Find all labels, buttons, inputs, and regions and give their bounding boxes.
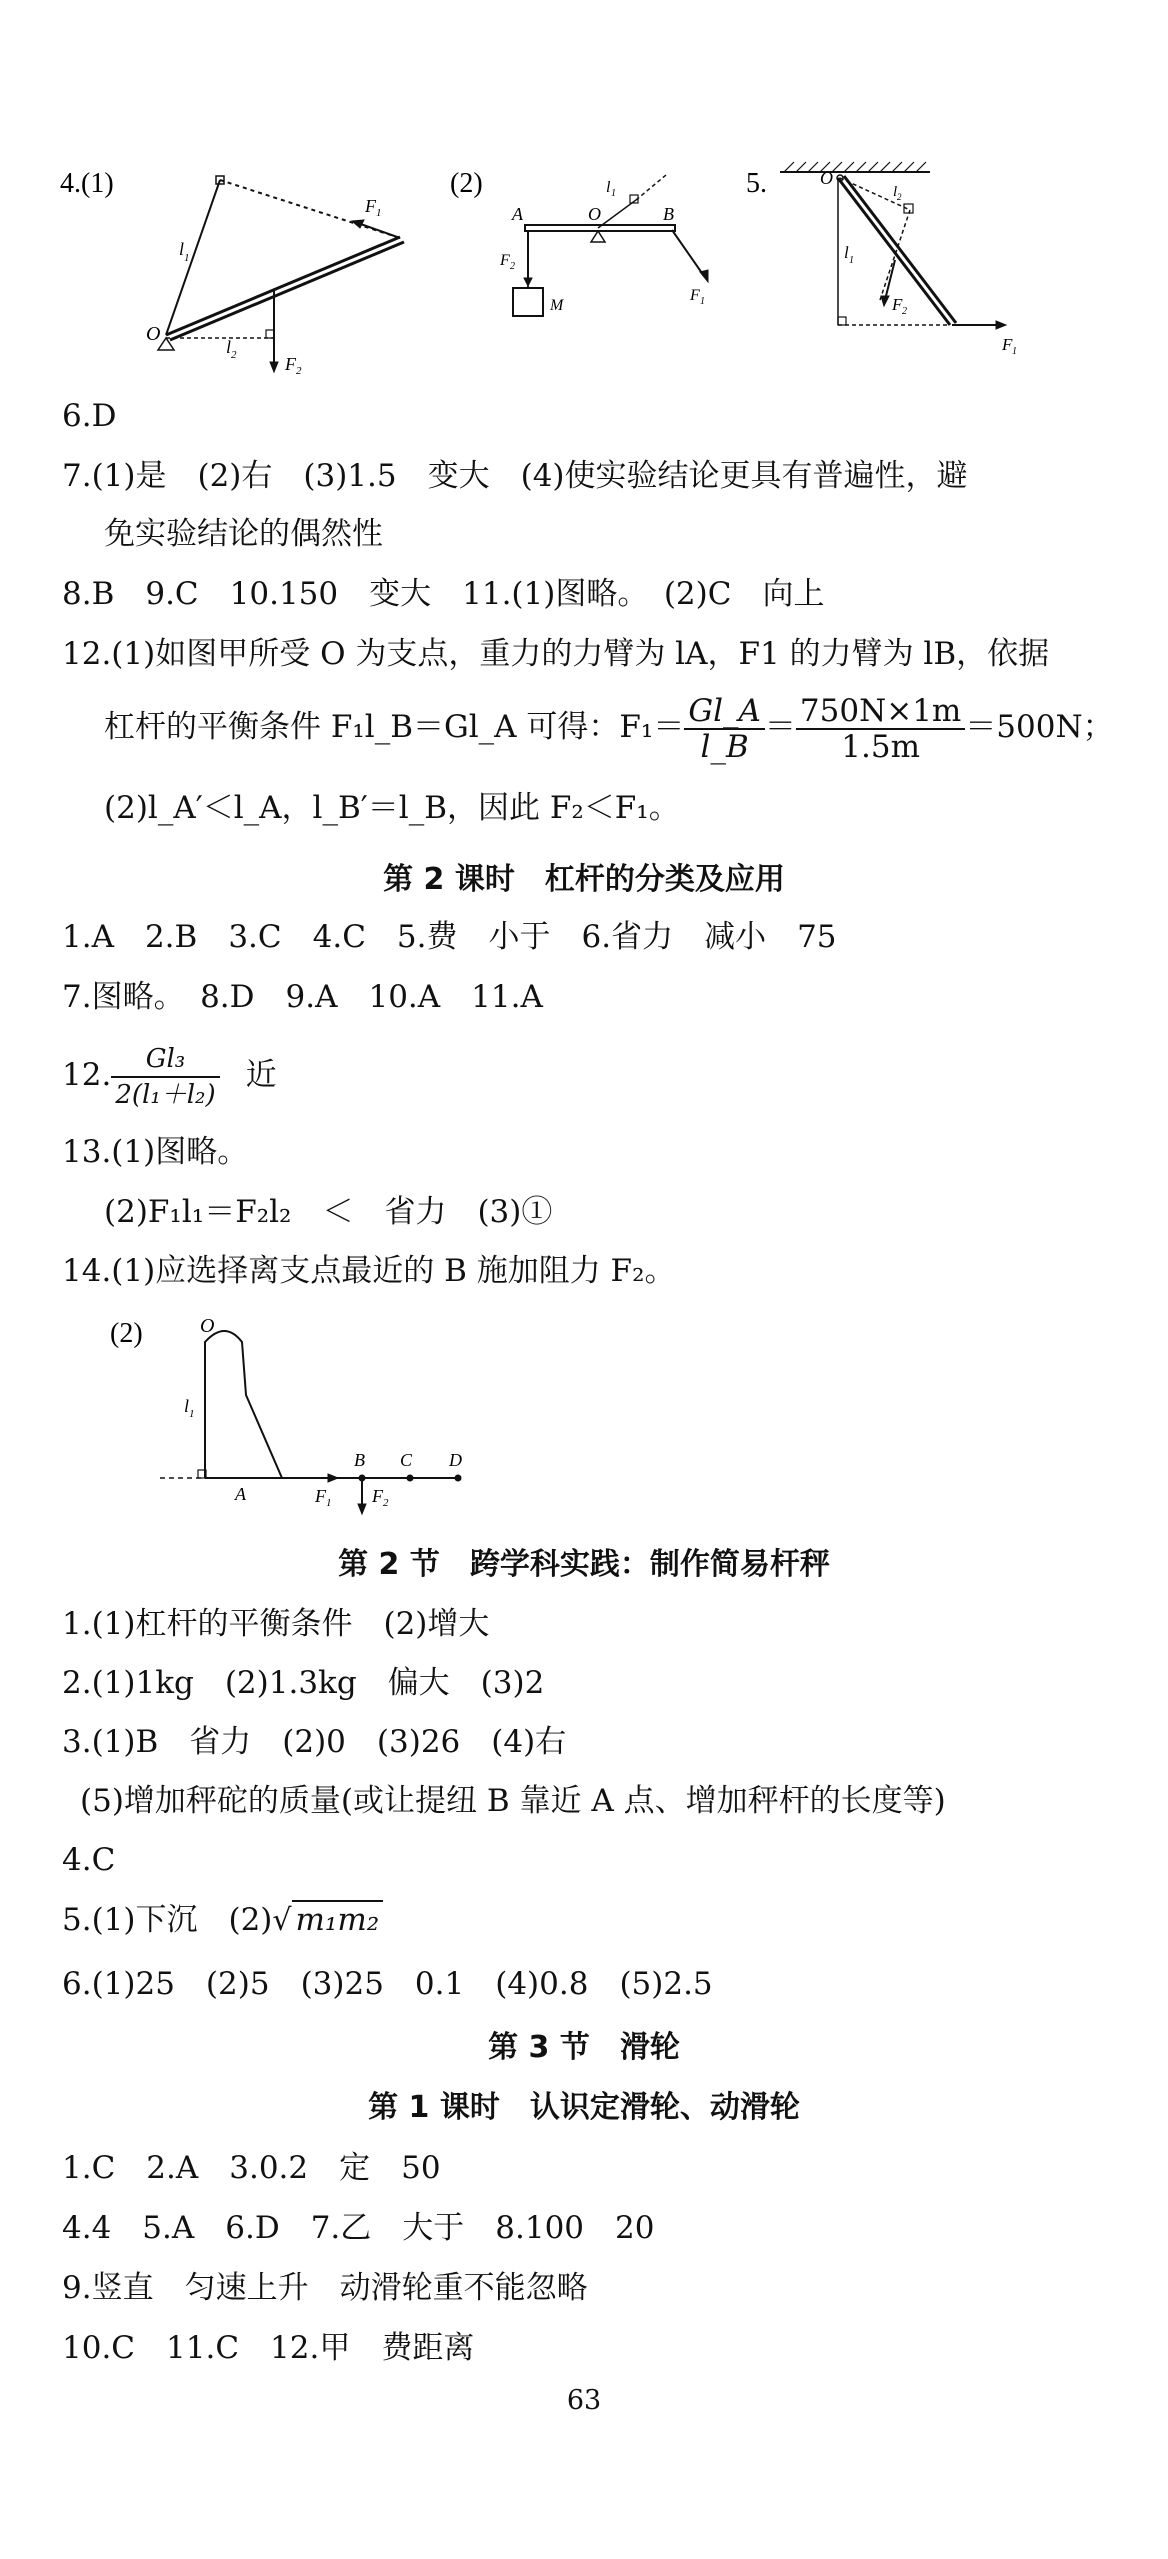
svg-text:O: O bbox=[588, 204, 601, 224]
answer-q8-11: 8.B 9.C 10.150 变大 11.(1)图略。 (2)C 向上 bbox=[62, 576, 825, 612]
svg-text:F: F bbox=[365, 196, 376, 216]
svg-text:1: 1 bbox=[184, 252, 190, 264]
svg-text:C: C bbox=[400, 1450, 413, 1470]
svg-text:l: l bbox=[893, 184, 898, 200]
svg-text:F: F bbox=[892, 295, 903, 314]
svg-text:1: 1 bbox=[611, 188, 616, 199]
answer-q7-line1: 7.(1)是 (2)右 (3)1.5 变大 (4)使实验结论更具有普遍性，避 bbox=[62, 458, 968, 494]
answer-s2-q4: 4.C bbox=[62, 1842, 116, 1878]
answer-q14: 14.(1)应选择离支点最近的 B 施加阻力 F₂。 bbox=[62, 1253, 676, 1289]
answer-s3-line1: 1.C 2.A 3.0.2 定 50 bbox=[62, 2150, 441, 2186]
svg-text:B: B bbox=[663, 204, 674, 224]
answer-s2-q3: 3.(1)B 省力 (2)0 (3)26 (4)右 bbox=[62, 1724, 567, 1760]
fig1-number: 4.(1) bbox=[60, 168, 114, 199]
svg-text:F: F bbox=[690, 287, 700, 304]
svg-text:F: F bbox=[285, 354, 296, 374]
fig3-number: 5. bbox=[746, 168, 767, 199]
answer-s2-q5: 5.(1)下沉 (2)√ m₁m₂ bbox=[62, 1900, 383, 1941]
answer-q12-line1: 12.(1)如图甲所受 O 为支点，重力的力臂为 lA，F1 的力臂为 lB，依据 bbox=[62, 636, 1050, 672]
heading-section3: 第 3 节 滑轮 bbox=[488, 2030, 680, 2065]
heading-section2: 第 2 节 跨学科实践：制作简易杆秤 bbox=[338, 1547, 830, 1582]
svg-text:2: 2 bbox=[902, 306, 907, 317]
svg-text:F: F bbox=[1002, 335, 1013, 354]
svg-text:A: A bbox=[235, 1484, 246, 1504]
svg-text:F: F bbox=[500, 252, 510, 269]
fig4-lever-diagram bbox=[160, 1331, 461, 1514]
svg-text:F: F bbox=[372, 1486, 383, 1506]
fraction-gla-over-lb: $\frac{Gl\_A}{l\_B}$ bbox=[684, 694, 765, 764]
heading-lesson2: 第 2 课时 杠杆的分类及应用 bbox=[383, 862, 785, 897]
svg-text:O: O bbox=[820, 168, 833, 188]
page-number: 63 bbox=[566, 2385, 602, 2416]
svg-text:l: l bbox=[844, 243, 849, 262]
answer-s2-q6: 6.(1)25 (2)5 (3)25 0.1 (4)0.8 (5)2.5 bbox=[62, 1966, 713, 2002]
svg-text:1: 1 bbox=[700, 296, 705, 307]
svg-text:O: O bbox=[200, 1315, 215, 1337]
answer-s3-line3: 9.竖直 匀速上升 动滑轮重不能忽略 bbox=[62, 2270, 588, 2306]
svg-text:1: 1 bbox=[849, 255, 854, 266]
fraction-numeric: $\frac{750N\times 1m}{1.5m}$ bbox=[796, 694, 965, 764]
svg-text:2: 2 bbox=[296, 365, 302, 377]
svg-text:B: B bbox=[354, 1450, 365, 1470]
answer-s3-line4: 10.C 11.C 12.甲 费距离 bbox=[62, 2330, 475, 2366]
answer-q13-line1: 13.(1)图略。 bbox=[62, 1134, 249, 1170]
answer-lesson2-line1: 1.A 2.B 3.C 4.C 5.费 小于 6.省力 减小 75 bbox=[62, 919, 837, 955]
svg-text:1: 1 bbox=[326, 1497, 332, 1509]
svg-text:1: 1 bbox=[376, 207, 382, 219]
fig4-number: (2) bbox=[110, 1318, 143, 1349]
svg-text:2: 2 bbox=[231, 349, 237, 361]
svg-text:M: M bbox=[550, 297, 564, 314]
sqrt-m1m2: m₁m₂ bbox=[292, 1900, 384, 1938]
answer-s2-q3-part5: (5)增加秤砣的质量(或让提纽 B 靠近 A 点、增加秤杆的长度等) bbox=[80, 1783, 946, 1819]
fraction-gl3: $\frac{\text{Gl₃}}{\text{2(l₁＋l₂)}}$ bbox=[111, 1042, 219, 1112]
svg-text:2: 2 bbox=[510, 261, 515, 272]
fig1-label-O: O bbox=[146, 323, 161, 345]
answer-lesson2-line2: 7.图略。 8.D 9.A 10.A 11.A bbox=[62, 979, 543, 1015]
svg-text:F: F bbox=[315, 1486, 326, 1506]
answer-q7-line2: 免实验结论的偶然性 bbox=[104, 516, 383, 552]
svg-text:l: l bbox=[179, 239, 185, 259]
answer-s2-q2: 2.(1)1kg (2)1.3kg 偏大 (3)2 bbox=[62, 1665, 545, 1701]
svg-text:A: A bbox=[512, 204, 523, 224]
answer-q12-lesson2: 12. $\frac{\text{Gl₃}}{\text{2(l₁＋l₂)}}$ 近 bbox=[62, 1043, 277, 1110]
svg-text:l: l bbox=[184, 1396, 190, 1416]
svg-text:2: 2 bbox=[383, 1497, 389, 1509]
answer-q6: 6.D bbox=[62, 398, 117, 434]
answer-q12-line2: 杠杆的平衡条件 F₁l_B＝Gl_A 可得：F₁＝ $\frac{Gl\_A}{l\_B}$ ＝ $\frac{750N\times 1m}{1.5m}$ ＝500N； bbox=[104, 692, 1114, 765]
answer-q13-line2: (2)F₁l₁＝F₂l₂ ＜ 省力 (3)① bbox=[104, 1194, 553, 1230]
svg-text:1: 1 bbox=[1012, 346, 1017, 357]
answer-s2-q1: 1.(1)杠杆的平衡条件 (2)增大 bbox=[62, 1606, 490, 1642]
svg-text:l: l bbox=[606, 179, 611, 196]
answer-s3-line2: 4.4 5.A 6.D 7.乙 大于 8.100 20 bbox=[62, 2210, 655, 2246]
answer-q12-line3: (2)l_A′＜l_A，l_B′＝l_B，因此 F₂＜F₁。 bbox=[104, 790, 680, 826]
heading-lesson1: 第 1 课时 认识定滑轮、动滑轮 bbox=[368, 2090, 800, 2125]
svg-text:D: D bbox=[449, 1450, 462, 1470]
fig2-number: (2) bbox=[450, 168, 483, 199]
figure-q14 bbox=[0, 1300, 700, 1530]
figure-row-top bbox=[0, 150, 1168, 390]
svg-text:l: l bbox=[226, 337, 232, 357]
svg-text:2: 2 bbox=[897, 192, 902, 202]
svg-text:1: 1 bbox=[189, 1408, 195, 1420]
